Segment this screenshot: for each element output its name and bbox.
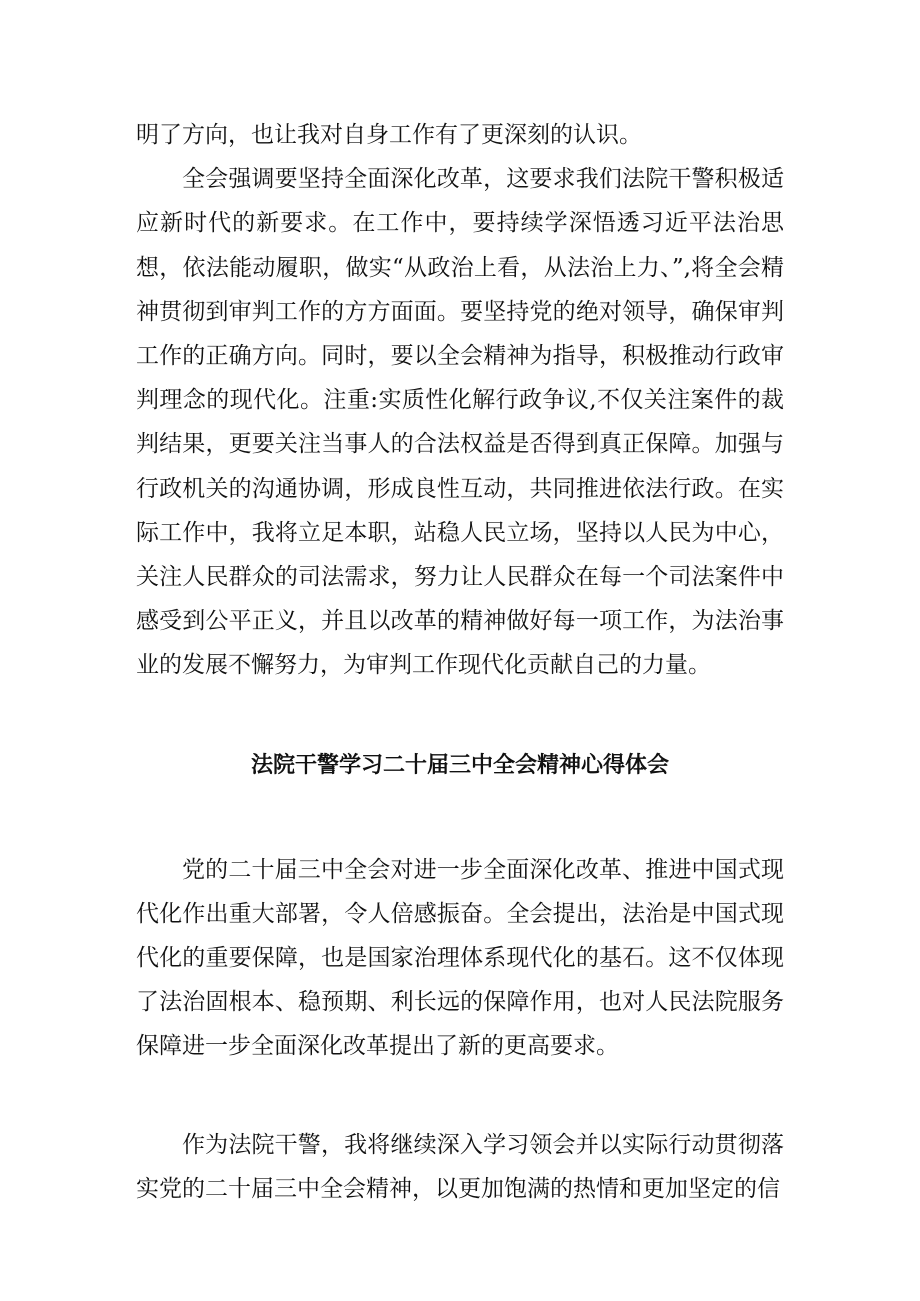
body-paragraph-2: 党的二十届三中全会对进一步全面深化改革、推进中国式现代化作出重大部署，令人倍感振奋。全会提出，法治是中国式现代化的重要保障，也是国家治理体系现代化的基石。这不仅体现了法治固根本、稳预期、利长远的保障作用，也对人民法院服务保障进一步全面深化改革提出了新的更高要求。 <box>136 856 784 1060</box>
spacer <box>136 788 784 848</box>
body-paragraph-3: 作为法院干警，我将继续深入学习领会并以实际行动贯彻落实党的二十届三中全会精神，以更加饱满的热情和更加坚定的信 <box>136 1131 784 1202</box>
intro-paragraph-tail: 明了方向，也让我对自身工作有了更深刻的认识。 <box>136 122 642 148</box>
section-title: 法院干警学习二十届三中全会精神心得体会 <box>250 752 669 778</box>
spacer <box>136 1069 784 1123</box>
body-paragraph-1: 全会强调要坚持全面深化改革，这要求我们法院干警积极适应新时代的新要求。在工作中，要持续学深悟透习近平法治思想，依法能动履职，做实“从政治上看，从法治上力、”,将全会精神贯彻到审判工作的方方面面。要坚持党的绝对领导，确保审判工作的正确方向。同时，要以全会精神为指导，积极推动行政审判理念的现代化。注重:实质性化解行政争议,不仅关注案件的裁判结果，更要关注当事人的合法权益是否得到真正保障。加强与行政机关的沟通协调，形成良性互动，共同推进依法行政。在实际工作中，我将立足本职，站稳人民立场，坚持以人民为中心，关注人民群众的司法需求，努力让人民群众在每一个司法案件中感受到公平正义，并且以改革的精神做好每一项工作，为法治事业的发展不懈努力，为审判工作现代化贡献自己的力量。 <box>136 166 784 679</box>
